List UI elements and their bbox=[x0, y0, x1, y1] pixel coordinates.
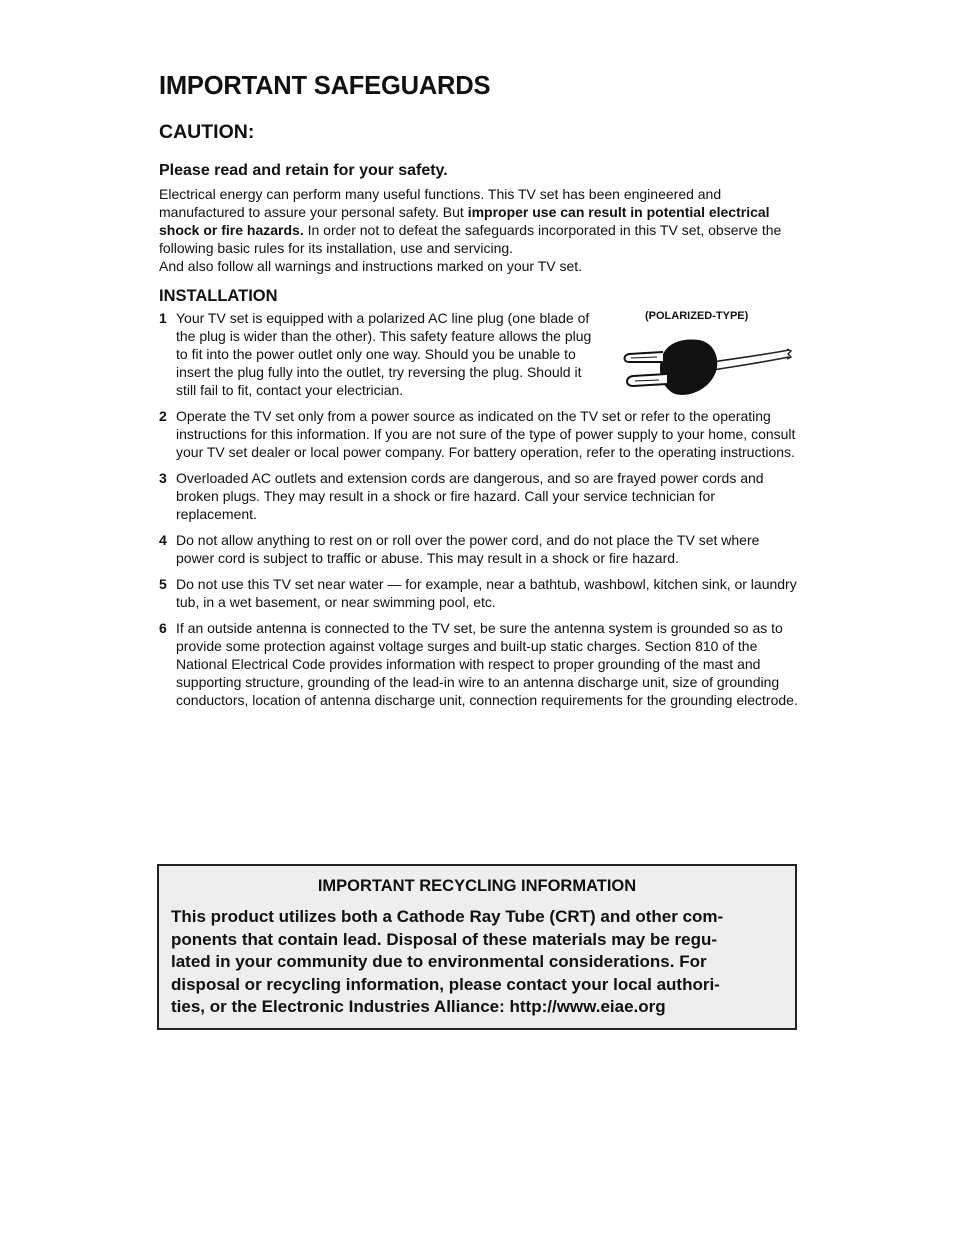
item-number: 1 bbox=[159, 310, 167, 326]
item-text: Overloaded AC outlets and extension cords are dangerous, and so are frayed power cords and broken plugs. They may result in a shock or fire hazard. Call your service technician for replacement. bbox=[176, 470, 764, 522]
caution-heading: CAUTION: bbox=[159, 121, 255, 143]
recycling-body bbox=[171, 906, 787, 1019]
item-number: 2 bbox=[159, 408, 167, 424]
intro-text-a: Electrical energy can perform many useful functions. This TV set has been engineered and manufactured to assure your personal safety. But bbox=[159, 186, 722, 220]
safety-subtitle: Please read and retain for your safety. bbox=[159, 162, 448, 179]
recycling-info-box bbox=[157, 864, 797, 1030]
recycling-line: ponents that contain lead. Disposal of these materials may be regu- bbox=[171, 929, 718, 949]
intro-followup: And also follow all warnings and instructions marked on your TV set. bbox=[159, 258, 583, 274]
figure-label: (POLARIZED-TYPE) bbox=[645, 310, 749, 322]
item-number: 5 bbox=[159, 576, 167, 592]
list-item bbox=[159, 309, 799, 399]
recycling-line: ties, or the Electronic Industries Alliance: http://www.eiae.org bbox=[171, 997, 666, 1017]
intro-warning-bold: improper use can result in potential electrical shock or fire hazards. bbox=[159, 204, 770, 238]
item-number: 4 bbox=[159, 532, 167, 548]
item-text: Do not use this TV set near water — for example, near a bathtub, washbowl, kitchen sink, or laundry tub, in a wet basement, or near swimming pool, etc. bbox=[176, 576, 797, 610]
recycling-line: This product utilizes both a Cathode Ray Tube (CRT) and other com- bbox=[171, 907, 724, 926]
item-text: Your TV set is equipped with a polarized AC line plug (one blade of the plug is wider than the other). This safety feature allows the plug to fit into the power outlet only one way. Should you be unable to insert the plug fully into the outlet, try reversing the plug. Should it still fail to fit, contact your electrician. bbox=[176, 310, 592, 398]
item-number: 6 bbox=[159, 620, 167, 636]
installation-list bbox=[159, 309, 799, 717]
list-item bbox=[159, 575, 799, 611]
item-text: Operate the TV set only from a power source as indicated on the TV set or refer to the operating instructions for this information. If you are not sure of the type of power supply to your home, consult your TV set dealer or local power company. For battery operation, refer to the operating instructions. bbox=[176, 408, 796, 460]
list-item bbox=[159, 407, 799, 461]
recycling-line: lated in your community due to environmental considerations. For bbox=[171, 952, 707, 972]
list-item bbox=[159, 469, 799, 523]
item-number: 3 bbox=[159, 470, 167, 486]
list-item bbox=[159, 531, 799, 567]
intro-paragraph bbox=[159, 185, 799, 257]
recycling-title: IMPORTANT RECYCLING INFORMATION bbox=[317, 877, 637, 895]
list-item bbox=[159, 619, 799, 709]
intro-text bbox=[159, 185, 799, 275]
item-text: Do not allow anything to rest on or roll over the power cord, and do not place the TV set where power cord is subject to traffic or abuse. This may result in a shock or fire hazard. bbox=[176, 532, 760, 566]
intro-text-b: In order not to defeat the safeguards incorporated in this TV set, observe the following basic rules for its installation, use and servicing. bbox=[159, 222, 782, 256]
installation-heading: INSTALLATION bbox=[159, 287, 278, 305]
recycling-line: disposal or recycling information, please contact your local authori- bbox=[171, 974, 720, 994]
page-title: IMPORTANT SAFEGUARDS bbox=[159, 72, 491, 100]
item-text: If an outside antenna is connected to the TV set, be sure the antenna system is grounded so as to provide some protection against voltage surges and built-up static charges. Section 810 of the National Electrical Code provides information with respect to proper grounding of the mast and supporting structure, grounding of the lead-in wire to an antenna discharge unit, size of grounding conductors, location of antenna discharge unit, connection requirements for the grounding electrode. bbox=[176, 620, 798, 708]
